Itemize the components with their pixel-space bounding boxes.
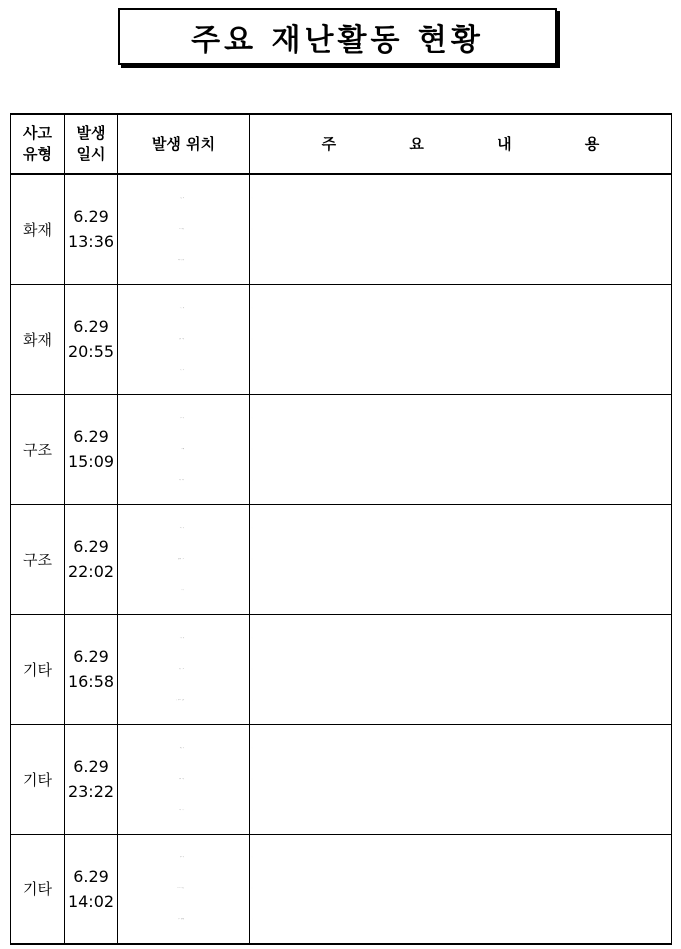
- detail-cause: [254, 513, 671, 544]
- detail-damage: [254, 324, 671, 355]
- detail-damage: [254, 214, 671, 245]
- location-line-1: [118, 623, 249, 654]
- incident-datetime: [65, 504, 118, 614]
- incident-datetime: [65, 834, 118, 944]
- incident-time: 13:36: [67, 232, 115, 252]
- header-type-line2: 유형: [23, 145, 52, 163]
- incident-type: 화재: [11, 174, 65, 284]
- incident-time: 23:22: [67, 782, 115, 801]
- document-title: 주요 재난활동 현황: [191, 22, 484, 58]
- incident-time: 14:02: [67, 891, 115, 911]
- table-row: [11, 284, 672, 394]
- incident-datetime: [65, 614, 118, 724]
- location-line-3: [118, 355, 249, 386]
- location-line-2: [118, 764, 249, 795]
- incident-location: [118, 724, 250, 834]
- title-box: [118, 8, 557, 65]
- table-row: [11, 394, 672, 504]
- location-line-1: [118, 733, 249, 764]
- incident-date: 6.29: [73, 866, 109, 886]
- detail-cause: [254, 293, 671, 324]
- disaster-activity-table: [10, 113, 672, 945]
- detail-cause: [254, 623, 671, 654]
- detail-activity: [254, 355, 671, 386]
- location-line-3: [118, 904, 249, 935]
- location-line-3: [118, 685, 249, 716]
- incident-datetime: [65, 284, 118, 394]
- detail-damage: [254, 764, 671, 795]
- incident-details: [250, 174, 672, 284]
- header-time-line2: 일시: [76, 145, 106, 163]
- incident-date: 6.29: [73, 647, 109, 666]
- incident-date: 6.29: [73, 757, 109, 776]
- header-time-line1: 발생: [76, 124, 106, 142]
- incident-type: 기타: [11, 614, 65, 724]
- detail-activity: [254, 685, 671, 716]
- table-row: [11, 834, 672, 944]
- incident-date: 6.29: [73, 537, 109, 556]
- detail-damage: [254, 434, 671, 465]
- location-line-3: [118, 245, 249, 276]
- location-line-2: [118, 544, 249, 575]
- incident-details: [250, 394, 672, 504]
- incident-datetime: [65, 724, 118, 834]
- incident-date: 6.29: [73, 207, 109, 227]
- detail-activity: [254, 465, 671, 496]
- incident-details: [250, 284, 672, 394]
- location-line-1: [118, 513, 249, 544]
- header-content: 주 요 내 용: [250, 114, 672, 174]
- detail-activity: [254, 795, 671, 826]
- incident-location: [118, 834, 250, 944]
- header-time: [65, 114, 118, 174]
- detail-activity: [254, 904, 671, 935]
- location-line-1: [118, 293, 249, 324]
- incident-details: [250, 724, 672, 834]
- detail-damage: [254, 873, 671, 904]
- detail-cause: [254, 183, 671, 214]
- location-line-3: [118, 465, 249, 496]
- incident-time: 22:02: [67, 562, 115, 581]
- detail-cause: [254, 733, 671, 764]
- incident-date: 6.29: [73, 317, 109, 336]
- incident-type: 구조: [11, 394, 65, 504]
- incident-type: 화재: [11, 284, 65, 394]
- detail-cause: [254, 842, 671, 873]
- detail-damage: [254, 654, 671, 685]
- detail-damage: [254, 544, 671, 575]
- incident-location: [118, 174, 250, 284]
- location-line-2: [118, 654, 249, 685]
- incident-datetime: [65, 394, 118, 504]
- incident-details: [250, 614, 672, 724]
- location-line-1: [118, 183, 249, 214]
- incident-location: [118, 394, 250, 504]
- incident-time: 20:55: [67, 342, 115, 361]
- table-row: [11, 724, 672, 834]
- location-line-1: [118, 842, 249, 873]
- incident-type: 구조: [11, 504, 65, 614]
- incident-date: 6.29: [73, 427, 109, 446]
- incident-details: [250, 504, 672, 614]
- detail-cause: [254, 403, 671, 434]
- incident-datetime: [65, 174, 118, 284]
- table-header-row: [11, 114, 672, 174]
- incident-location: [118, 504, 250, 614]
- header-type-line1: 사고: [23, 124, 52, 142]
- location-line-1: [118, 403, 249, 434]
- location-line-2: [118, 214, 249, 245]
- detail-activity: [254, 245, 671, 276]
- incident-location: [118, 614, 250, 724]
- incident-location: [118, 284, 250, 394]
- incident-time: 16:58: [67, 672, 115, 691]
- location-line-2: [118, 873, 249, 904]
- table-row: [11, 504, 672, 614]
- incident-type: 기타: [11, 724, 65, 834]
- header-type: [11, 114, 65, 174]
- detail-activity: [254, 575, 671, 606]
- location-line-3: [118, 795, 249, 826]
- incident-details: [250, 834, 672, 944]
- header-location: 발생 위치: [118, 114, 250, 174]
- location-line-2: [118, 324, 249, 355]
- incident-time: 15:09: [67, 452, 115, 471]
- location-line-3: [118, 575, 249, 606]
- incident-type: 기타: [11, 834, 65, 944]
- table-row: [11, 174, 672, 284]
- location-line-2: [118, 434, 249, 465]
- table-row: [11, 614, 672, 724]
